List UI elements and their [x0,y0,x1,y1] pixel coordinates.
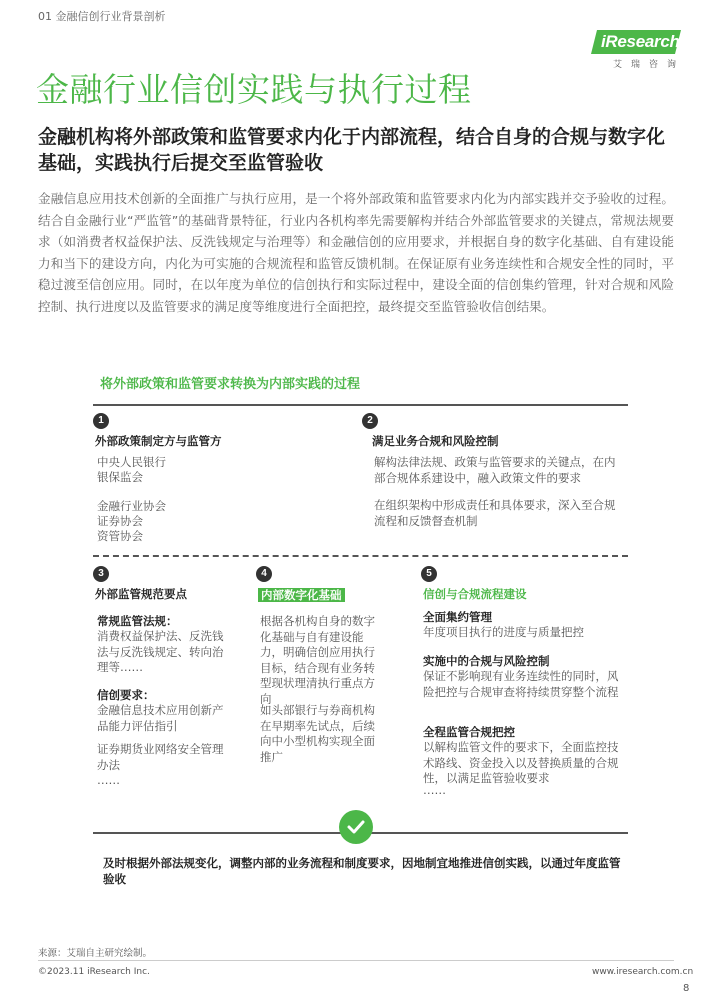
step-1-item: 证券协会 [97,514,143,528]
step-1-heading: 外部政策制定方与监管方 [95,434,222,448]
iresearch-logo [591,30,686,72]
diagram-title: 将外部政策和监管要求转换为内部实践的过程 [100,377,361,392]
step-5-text-1: 年度项目执行的进度与质量把控 [423,625,584,639]
logo-subtext: 艾瑞咨询 [613,60,686,70]
step-5-ellipsis: …… [423,783,446,797]
footer-website: www.iresearch.com.cn [592,967,694,977]
step-5-subheading-3: 全程监管合规把控 [423,725,515,739]
step-2-heading: 满足业务合规和风险控制 [372,434,499,448]
page-number: 8 [683,983,690,994]
step-5-number-icon: 5 [421,566,437,582]
step-5-text-2: 保证不影响现有业务连续性的同时，风险把控与合规审查将持续贯穿整个流程 [423,669,619,699]
page-title: 金融行业信创实践与执行过程 [36,70,472,109]
step-1-item: 银保监会 [97,470,143,484]
step-1-item: 中央人民银行 [97,455,166,469]
body-paragraph: 金融信息应用技术创新的全面推广与执行应用，是一个将外部政策和监管要求内化为内部实践并交予验收的过程。结合自金融行业“严监管”的基础背景特征，行业内各机构率先需要解构并结合外部监管要求的关键点，常规法规要求（如消费者权益保护法、反洗钱规定与治理等）和金融信创的应用要求，并根据自身的数字化基础、自有建设能力和当下的建设方向，内化为可实施的合规流程和监管反馈机制。在保证原有业务连续性和合规安全性的同时，平稳过渡至信创应用。同时，在以年度为单位的信创执行和实际过程中，建设全面的信创集约管理，针对合规和风险控制、执行进度以及监管要求的满足度等维度进行全面把控，最终提交至监管验收信创结果。 [38,191,674,314]
step-3-subheading-2: 信创要求： [97,688,155,702]
step-4-heading-highlight: 内部数字化基础 [258,588,345,602]
step-4-paragraph-1: 根据各机构自身的数字化基础与自有建设能力，明确信创应用执行目标，结合现有业务转型现状理清执行重点方向 [260,614,375,706]
step-5-heading: 信创与合规流程建设 [423,587,527,601]
footer-divider [38,960,674,961]
step-3-text-2: 金融信息技术应用创新产品能力评估指引 [97,703,224,733]
diagram-top-rule [93,404,628,406]
step-1-number-icon: 1 [93,413,109,429]
step-5-subheading-1: 全面集约管理 [423,610,492,624]
step-4-number-icon: 4 [256,566,272,582]
check-icon [339,810,373,844]
step-3-text-1: 消费权益保护法、反洗钱法与反洗钱规定、转向治理等…… [97,629,224,674]
step-4-paragraph-2: 如头部银行与券商机构在早期率先试点，后续向中小型机构实现全面推广 [260,703,375,764]
step-1-item: 金融行业协会 [97,499,166,513]
step-3-text-3: 证券期货业网络安全管理办法 [97,742,224,772]
footer-copyright: ©2023.11 iResearch Inc. [38,967,150,977]
step-2-paragraph-2: 在组织架构中形成责任和具体要求，深入至合规流程和反馈督查机制 [374,498,616,528]
step-2-paragraph-1: 解构法律法规、政策与监管要求的关键点，在内部合规体系建设中，融入政策文件的要求 [374,455,616,485]
step-4-heading [258,584,345,603]
step-3-heading: 外部监管规范要点 [95,587,187,601]
step-1-item: 资管协会 [97,529,143,543]
step-3-subheading-1: 常规监管法规： [97,614,178,628]
step-3-number-icon: 3 [93,566,109,582]
logo-text: iResearch [601,32,680,51]
page-subtitle: 金融机构将外部政策和监管要求内化于内部流程，结合自身的合规与数字化基础，实践执行后提交至监管验收 [38,126,666,174]
source-note: 来源：艾瑞自主研究绘制。 [38,948,153,959]
step-5-subheading-2: 实施中的合规与风险控制 [423,654,550,668]
section-label: 01 金融信创行业背景剖析 [38,10,166,23]
step-5-text-3: 以解构监管文件的要求下，全面监控技术路线、资金投入以及替换质量的合规性，以满足监管验收要求 [423,740,619,785]
step-3-ellipsis: …… [97,773,120,787]
diagram-conclusion: 及时根据外部法规变化，调整内部的业务流程和制度要求，因地制宜地推进信创实践，以通过年度监管验收 [103,856,621,886]
check-mark-shape [339,810,373,844]
diagram-dashed-divider [93,555,628,557]
step-2-number-icon: 2 [362,413,378,429]
